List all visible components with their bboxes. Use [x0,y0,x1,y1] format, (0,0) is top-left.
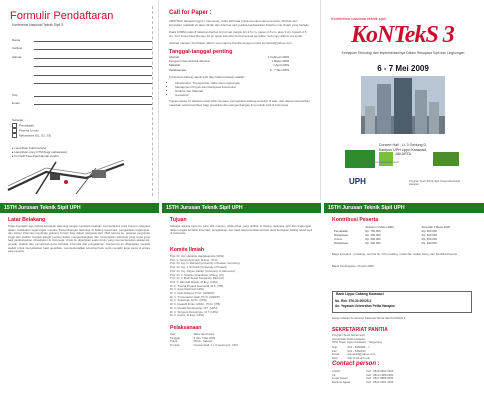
web-link[interactable]: http://civil.uph.edu [347,356,371,361]
topic-item: • Manajemen Proyek dan Rekayasa Konstruksi [175,85,311,89]
call-for-paper-panel [159,0,321,200]
pelaksanaan-row: Pukul : 08.00 - Selesai [170,339,213,344]
kontribusi-title: Kontribusi Peserta [332,217,379,223]
status-label: Sebagai : [12,118,25,122]
cfp-closing: Tujuan-tujuan ini disertai untuk lebih memacu peningkatan bidang tersebut di atas, dan dapat memberikan masukan serta kontribusi bagi penelitian dan pengembangan ilmu teknik sipil di Indonesia. [169,98,310,107]
tower-photo-image [361,76,445,134]
topics-intro: Konferensi bidang teknik sipil (tapi tidak terbatas) adalah: [169,74,246,79]
form-row-alamat[interactable]: Alamat [12,50,152,59]
komite-item: Dr. Ir. Agus Rachmat (UPH) [170,287,205,292]
date-row: Abstrak 1 Februari 2009 [169,55,289,59]
komite-item: Prof. Dr. Ing. K. Rehfeld (University of Kassel, Germany) [170,261,240,266]
topic-item: • Struktur dan Material [175,89,311,93]
form-row-nama[interactable]: Nama [12,33,152,42]
panel-header: 15TH Jurusan Teknik Sipil UPH [162,203,321,213]
pelaksanaan-row: Tanggal : 6 dan 7 Mei 2009 [170,335,216,340]
komite-item: Prof. Dr. Ir. Sutanto Sinambela, M.Eng. (UI) [170,272,224,277]
contact-details: Telp : 021 - 5460901 - 7 Fax : 021 - 5460910 Email : konteks3@yahoo.com Web : http://civil.uph.edu [332,345,376,361]
komite-item: Prof. Dr. Ing. Harianto Hardjasaputra (UPH) [170,254,224,258]
pelaksanaan-list [170,333,316,348]
konteks-logo: KoNTekS 3 [351,22,454,48]
latar-text: Tidak dipungkiri lagi, bahwa kemajuan teknologi sangat membantu bahkan memperlancar para insinyur rekayasa dalam melakukan tugas-tugas mereka. Perkembangan teknologi di bidang konstruksi, pengelolaan lingkungan, dan sistem informasi membuka peluang inovasi baru dalam rekayasa sipil. Oleh karena itu, peranan perguruan tinggi dan praktisi menjadi sangat penting dalam mengembangkan dan menerapkan teknologi yang tepat guna bagi pembangunan infrastruktur di Indonesia. Untuk itu diperlukan suatu forum yang mempertemukan akademisi, peneliti, praktisi dan pemerintah guna bertukar informasi dan pengalaman. Konferensi ini diharapkan menjadi wadah untuk menyebarkan hasil penelitian, memperkenalkan teknologi baru serta menjalin kerja sama di antara para peserta. [8,224,150,254]
komite-item: Prof. Dr. Ing. Jürgen Hettler (University of Hannover) [170,268,235,273]
registration-panel [0,0,159,200]
note-item: ▸ Lampirkan bukti transfer [12,146,47,150]
form-row-email[interactable]: Email [12,97,152,106]
bank-account-number: No. Rek. 576-30-00025-3 [335,299,372,303]
komite-item: Prof. Ir. Sentot Achmadi, M.Eng., Ph.D. [170,257,219,262]
contact-list [332,370,478,385]
fee-table [332,225,476,245]
transfer-note: Harap tuliskan Konferensi Nasional Teknik Sipil KoNTekS 3 [332,316,406,320]
date-row: Makalah 1 April 2009 [169,63,289,68]
sekretariat-address: Program Studi Teknik Sipil Universitas Pelita Harapan UPH Tower Lippo Karawaci - Tangerang [332,333,382,345]
partner-logos-image [345,150,461,168]
cfp-send-note: Abstrak maupun Full Paper dikirim via email ke Panitia dengan email: konteks3@yahoo.com [169,41,292,45]
fee-deadline: Batas Pembayaran: 20 April 2009 [332,264,374,268]
komite-item: Dr. Ir. Suswanto, M.Sc. (UPH) [170,298,207,303]
registration-form [12,33,152,105]
goals-panel [162,203,321,400]
topics-list [175,81,311,97]
cover-panel [321,0,484,200]
uph-logo: UPH [349,177,366,186]
venue: Concert Hall , Lt. 3 Gedung D, Kampus UPH Lippo Karawaci, JAKARTA [378,143,428,157]
komite-item: Dr. Ir. Wiryanto Dewobroto, M.T. (UPH) [170,309,219,314]
cut-line [152,6,157,196]
registration-title: Formulir Pendaftaran [10,10,114,22]
tujuan-title: Tujuan [170,217,187,223]
date-row: Pelaksanaan 6 - 7 Mei 2009 [169,67,289,72]
form-row-alamat-2[interactable] [12,59,152,68]
background-panel [0,203,159,400]
cover-pre-title: Konferensi nasional teknik sipil [331,16,386,21]
komite-title: Komite Ilmiah [170,247,205,253]
organizer-label: Diselenggarakan bersama oleh: [357,160,400,164]
brochure-inside [0,203,484,400]
bank-account-box: Bank Lippo Cabang Karawaci [332,291,472,313]
contact-title: Contact person : [332,361,380,367]
option-umum[interactable]: Peserta Umum [12,128,51,133]
form-row-alamat-3[interactable] [12,67,152,76]
komite-item: Dr. Ir. Tri Gunawan Hadi, Ph.D. (UNDIP) [170,294,220,299]
email-link[interactable]: konteks3@yahoo.com [347,352,376,357]
contact-item: Ira Cell : 0813 1988 0281 [332,372,394,377]
form-row-alamat-4[interactable] [12,76,152,85]
fee-row: Mahasiswa Rp. 400.000 Rp. 500.000 [334,233,437,237]
komite-item: Prof. Ir. Hamzah Hasan, M.Eng. (UPH) [170,279,219,284]
topic-item: • Infrastruktur, Transportasi, Hidro dan Lingkungan [175,81,311,85]
location-map-image [6,160,126,194]
cfp-format-note: Pada FORM maks 8 halaman berikut A4 format margin kiri 3,5 cm, kanan 2,5 cm, atas 3 cm, bawah 2,5 cm, font Times New Roman 10 pt, spasi satu dan format sesuai template. Soft copy dikirim via email. [169,30,307,38]
komite-item: Dr. Ir. Felix Hidayat, Ph.D. (UNPAR) [170,291,215,296]
panel-header: 15TH Jurusan Teknik Sipil UPH [324,203,484,213]
checkbox[interactable] [12,133,17,138]
komite-item: Dr. Ir. Ronald Simatupang, M.T. (UPH) [170,305,218,310]
option-mahasiswa[interactable]: Mahasiswa (S1, S2, S3) [12,133,51,138]
option-pemakalah[interactable]: Pemakalah [12,123,51,128]
uph-subtitle: Program Studi Teknik Sipil Universitas Pelita Harapan [409,180,460,187]
registration-subtitle: Konferensi Nasional Teknik Sipil 3 [12,23,64,27]
note-item: ▸ Formulir bisa diperbanyak sendiri [12,154,59,159]
komite-item: Dr. Ir. Iswandi Imran, MASc., Ph.D. (ITB) [170,302,221,307]
komite-item: Prof. Dr. Ir. Budi Susilo Soepandji, DEA (UI) [170,276,224,281]
cfp-body [169,19,311,107]
topic-item: • Geoteknik [175,93,311,97]
form-row-telp[interactable]: Telp [12,88,152,97]
pelaksanaan-title: Pelaksanaan [170,325,202,331]
fee-note: Biaya termasuk : prosiding, seminar kit, CD prosiding, snack dan makan siang, dan Sertifikat Peserta [332,252,457,256]
komite-list [170,255,316,318]
bank-account-holder: An. Yayasan Universitas Pelita Harapan [335,304,395,308]
komite-item: Dr. Ir. Antoni, M.Eng. (UPH) [170,313,205,318]
form-row-institusi[interactable]: Institusi [12,42,152,51]
registration-notes [12,146,67,159]
date-row: Pengumuman abstrak diterima 1 Maret 2009 [169,59,289,64]
contact-item: Marlene Agata Cell : 0812 1961 4455 [332,380,394,385]
cfp-title: Call for Paper : [169,10,212,16]
cover-subtitle: Kemajuan Teknologi dan Implementasinya Dalam Rekayasa Sipil dan Lingkungan [341,51,465,55]
tujuan-text: Sebagai sarana bertemu para ahli maupun pihak-pihak yang terlibat di bidang rekayasa sipil dan lingkungan, dalam rangka bertukar informasi, pengalaman, dan hasil-hasil penelitian terbaru demi kemajuan bidang teknik sipil di Indonesia. [170,224,312,236]
contact-item: Linda Sesari Cell : 0817 9886 9532 [332,376,394,381]
pelaksanaan-row: Hari : Rabu dan Kamis [170,332,215,336]
cfp-intro: ABSTRAK bahasa Inggris / Indonesia, maks 200 kata (minimal pukul sama penulis). Abstrak dan kemudian makalah ini akan dinilai dan diterima oleh panitia berdasarkan kriteria mutu ilmiah yang berlaku. [169,19,310,27]
sekretariat-title: SEKRETARIAT PANITIA [332,327,388,333]
panel-header: 15TH Jurusan Teknik Sipil UPH [0,203,159,213]
registration-fee-panel [324,203,484,400]
note-item: ▸ Lampirkan copy KTM (bagi mahasiswa) [12,150,68,155]
dates-title: Tanggal-tanggal penting [169,49,233,55]
komite-item: Prof. Dr. Ing. J. Schmidt (University of Kassel) [170,265,227,270]
fee-row: Mahasiswa Rp. 200.000 Rp. 250.000 [334,241,437,245]
fee-row: Umum Rp. 500.000 Rp. 600.000 [334,237,437,241]
status-options [12,118,51,138]
fee-header-row: Sebelum 1 Maret 2009 Sesudah 1 Maret 2009 [365,225,450,229]
event-date: 6 - 7 Mei 2009 [377,64,429,73]
latar-title: Latar Belakang [8,217,46,223]
fee-row: Pemakalah Rp. 750.000 Rp. 900.000 [334,229,437,233]
komite-item: Dr. Ir. Tresna Priyana Soemardi, M.S. (ITB) [170,283,224,288]
contact-item: Christi Cell : 0818 0812 3302 [332,369,394,373]
pelaksanaan-row: Tempat : Concert Hall , Lt. 3 Gedung D, UPH [170,343,238,348]
